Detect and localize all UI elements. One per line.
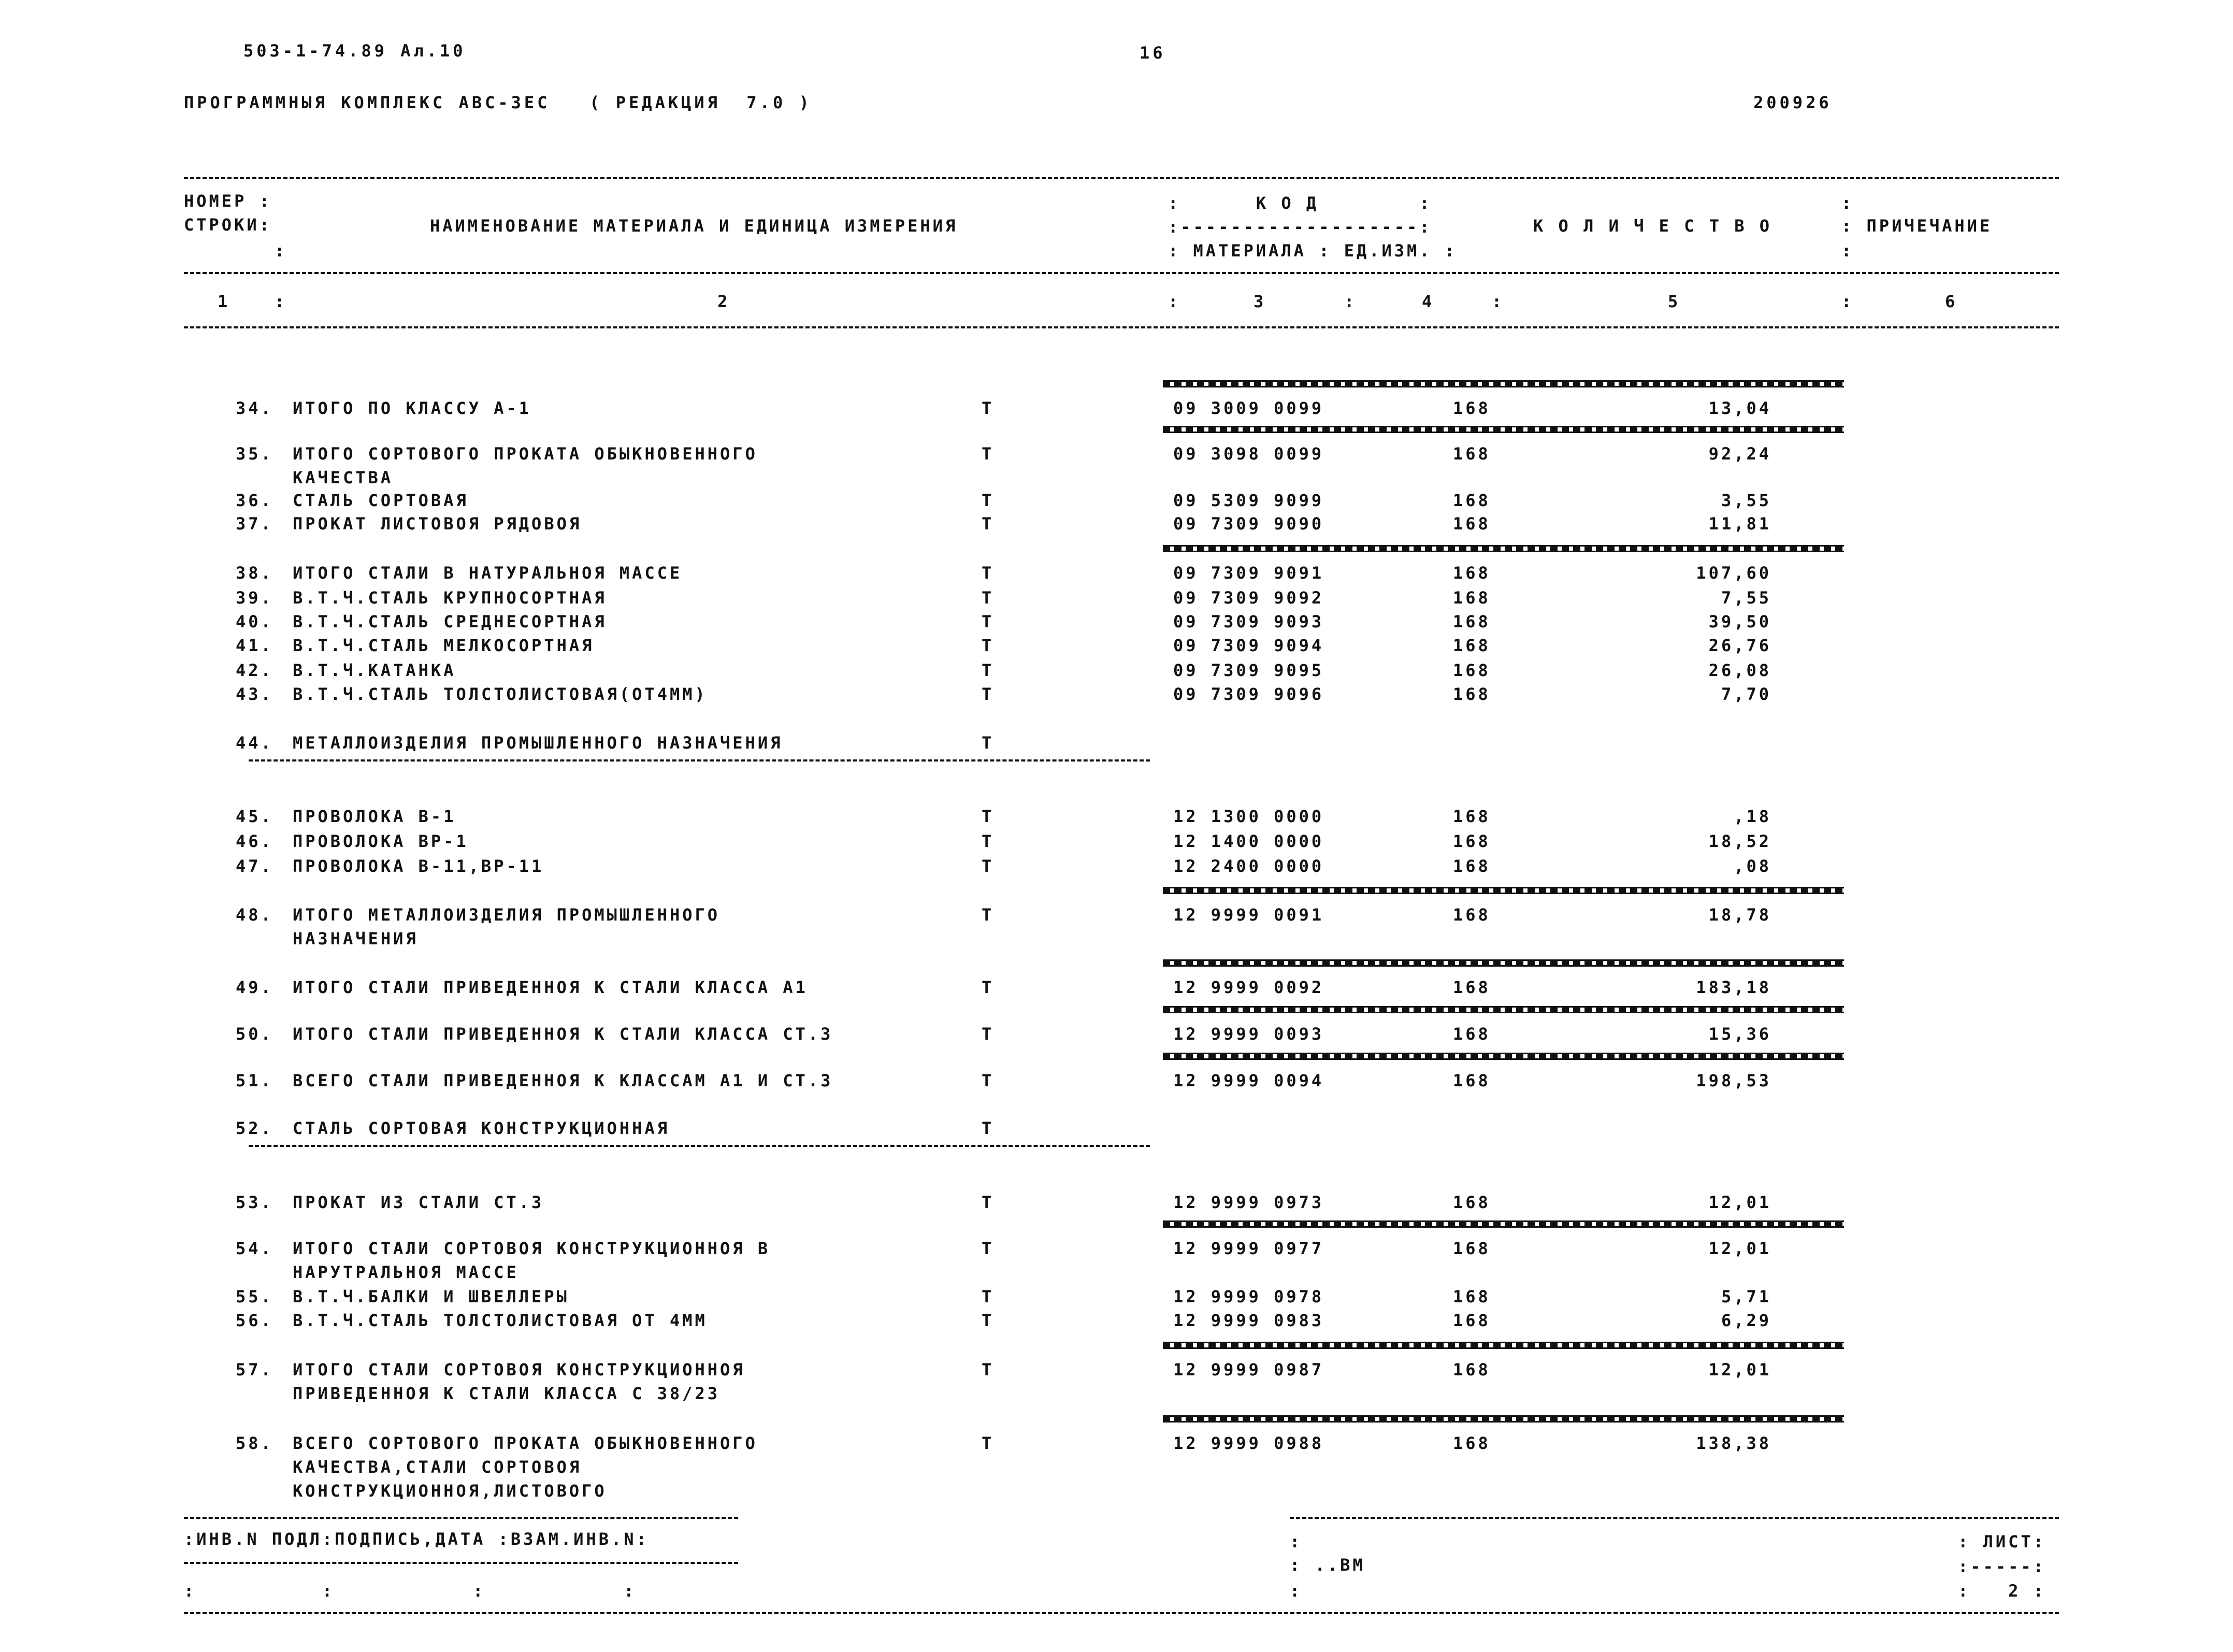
row-unit-code: 168 [1453, 831, 1491, 851]
row-material-code: 09 3098 0099 [1173, 444, 1324, 464]
page-number: 16 [1140, 43, 1166, 63]
row-name: ИТОГО МЕТАЛЛОИЗДЕЛИЯ ПРОМЫШЛЕННОГО [293, 905, 721, 925]
row-unit-code: 168 [1453, 612, 1491, 631]
column-number: 6 [1945, 292, 1958, 311]
footer-mid-a: : [1290, 1532, 1303, 1552]
row-material-code: 12 1300 0000 [1173, 807, 1324, 826]
row-material-code: 09 5309 9099 [1173, 491, 1324, 510]
total-separator [1163, 1006, 1844, 1013]
row-unit-code: 168 [1453, 444, 1491, 464]
row-unit: Т [982, 733, 995, 753]
row-quantity: 13,04 [1708, 398, 1771, 418]
column-number: 5 [1668, 292, 1681, 311]
row-unit-code: 168 [1453, 563, 1491, 583]
row-number: 57. [236, 1360, 273, 1380]
row-material-code: 12 9999 0987 [1173, 1360, 1324, 1380]
row-number: 42. [236, 660, 273, 680]
row-unit-code: 168 [1453, 1287, 1491, 1306]
row-name: ИТОГО СТАЛИ ПРИВЕДЕННОЯ К СТАЛИ КЛАССА А1 [293, 978, 808, 997]
col-kod: : К О Д : [1168, 193, 1432, 213]
row-unit: Т [982, 856, 995, 876]
row-quantity: 183,18 [1696, 978, 1771, 997]
row-quantity: 92,24 [1708, 444, 1771, 464]
row-unit: Т [982, 807, 995, 826]
column-number: : [1168, 292, 1181, 311]
row-unit-code: 168 [1453, 1024, 1491, 1044]
row-material-code: 09 3009 0099 [1173, 398, 1324, 418]
sheet-number: : 2 : [1958, 1581, 2046, 1601]
total-separator [1163, 426, 1844, 433]
row-number: 41. [236, 636, 273, 655]
row-name: ПРОВОЛОКА В-11,ВР-11 [293, 856, 544, 876]
col-note: : ПРИЧЕЧАНИЕ [1841, 216, 1993, 236]
row-unit-code: 168 [1453, 905, 1491, 925]
header-mid-rule [184, 272, 2059, 274]
row-quantity: 107,60 [1696, 563, 1771, 583]
row-number: 45. [236, 807, 273, 826]
section-underline [249, 1145, 1150, 1147]
row-number: 48. [236, 905, 273, 925]
row-name: ВСЕГО СОРТОВОГО ПРОКАТА ОБЫКНОВЕННОГО [293, 1433, 758, 1453]
row-name: В.Т.Ч.СТАЛЬ ТОЛСТОЛИСТОВАЯ(ОТ4ММ) [293, 684, 708, 704]
row-name: ПРОКАТ ЛИСТОВОЯ РЯДОВОЯ [293, 514, 582, 534]
row-unit: Т [982, 1118, 995, 1138]
row-unit-code: 168 [1453, 807, 1491, 826]
row-unit-code: 168 [1453, 514, 1491, 534]
section-underline [249, 759, 1150, 762]
row-number: 36. [236, 491, 273, 510]
row-number: 40. [236, 612, 273, 631]
row-name: КОНСТРУКЦИОННОЯ,ЛИСТОВОГО [293, 1481, 607, 1501]
row-unit: Т [982, 1287, 995, 1306]
row-number: 37. [236, 514, 273, 534]
row-material-code: 12 1400 0000 [1173, 831, 1324, 851]
row-unit-code: 168 [1453, 1239, 1491, 1258]
row-name: В.Т.Ч.СТАЛЬ МЕЛКОСОРТНАЯ [293, 636, 595, 655]
row-unit: Т [982, 444, 995, 464]
column-number: 1 [218, 292, 230, 311]
row-name: НАЗНАЧЕНИЯ [293, 929, 419, 949]
program-code: 200926 [1753, 93, 1832, 112]
row-unit: Т [982, 563, 995, 583]
row-material-code: 12 9999 0977 [1173, 1239, 1324, 1258]
row-number: 58. [236, 1433, 273, 1453]
row-material-code: 09 7309 9095 [1173, 660, 1324, 680]
row-number: 39. [236, 588, 273, 608]
row-number: 50. [236, 1024, 273, 1044]
program-title: ПРОГРАММНЫЯ КОМПЛЕКС АВС-ЗЕС ( РЕДАКЦИЯ 7.0 ) [184, 93, 812, 112]
column-number: 3 [1254, 292, 1266, 311]
row-unit-code: 168 [1453, 491, 1491, 510]
footer-left-rule-top [184, 1517, 738, 1519]
row-name: ПРОКАТ ИЗ СТАЛИ СТ.3 [293, 1193, 544, 1212]
row-unit: Т [982, 660, 995, 680]
row-unit-code: 168 [1453, 1311, 1491, 1330]
footer-mid-b: : ..ВМ [1290, 1555, 1365, 1575]
total-separator [1163, 887, 1844, 894]
footer-right-rule-top [1290, 1517, 2059, 1519]
row-quantity: ,18 [1734, 807, 1771, 826]
row-name: СТАЛЬ СОРТОВАЯ КОНСТРУКЦИОННАЯ [293, 1118, 670, 1138]
row-quantity: 39,50 [1708, 612, 1771, 631]
column-number: : [275, 292, 287, 311]
row-material-code: 12 9999 0983 [1173, 1311, 1324, 1330]
row-unit-code: 168 [1453, 1360, 1491, 1380]
row-name: ВСЕГО СТАЛИ ПРИВЕДЕННОЯ К КЛАССАМ А1 И СТ.3 [293, 1071, 833, 1090]
row-name: ПРОВОЛОКА ВР-1 [293, 831, 469, 851]
footer-bottom-rule [184, 1612, 2059, 1614]
row-material-code: 09 7309 9093 [1173, 612, 1324, 631]
row-name: ПРИВЕДЕННОЯ К СТАЛИ КЛАССА С 38/23 [293, 1384, 721, 1403]
row-name: МЕТАЛЛОИЗДЕЛИЯ ПРОМЫШЛЕННОГО НАЗНАЧЕНИЯ [293, 733, 783, 753]
row-quantity: 12,01 [1708, 1360, 1771, 1380]
row-unit: Т [982, 1024, 995, 1044]
row-unit: Т [982, 978, 995, 997]
col-kod-sep: :-------------------: [1168, 217, 1432, 237]
row-unit: Т [982, 612, 995, 631]
row-material-code: 12 9999 0988 [1173, 1433, 1324, 1453]
doc-id: 503-1-74.89 Ал.10 [243, 41, 466, 61]
row-name: В.Т.Ч.СТАЛЬ КРУПНОСОРТНАЯ [293, 588, 607, 608]
footer-left-rule-mid [184, 1562, 738, 1564]
row-quantity: 7,70 [1721, 684, 1771, 704]
row-number: 56. [236, 1311, 273, 1330]
column-number: : [1344, 292, 1357, 311]
row-quantity: 18,78 [1708, 905, 1771, 925]
row-unit: Т [982, 491, 995, 510]
row-number: 53. [236, 1193, 273, 1212]
row-unit-code: 168 [1453, 636, 1491, 655]
row-number: 43. [236, 684, 273, 704]
row-material-code: 09 7309 9092 [1173, 588, 1324, 608]
row-unit-code: 168 [1453, 1433, 1491, 1453]
row-number: 44. [236, 733, 273, 753]
row-material-code: 09 7309 9096 [1173, 684, 1324, 704]
row-material-code: 12 9999 0093 [1173, 1024, 1324, 1044]
column-number: : [1492, 292, 1505, 311]
row-name: ИТОГО СТАЛИ СОРТОВОЯ КОНСТРУКЦИОННОЯ [293, 1360, 745, 1380]
row-material-code: 12 9999 0973 [1173, 1193, 1324, 1212]
row-unit: Т [982, 514, 995, 534]
row-unit-code: 168 [1453, 684, 1491, 704]
row-unit-code: 168 [1453, 398, 1491, 418]
row-number: 38. [236, 563, 273, 583]
row-quantity: 15,36 [1708, 1024, 1771, 1044]
row-unit: Т [982, 684, 995, 704]
total-separator [1163, 545, 1844, 552]
row-quantity: 198,53 [1696, 1071, 1771, 1090]
row-number: 46. [236, 831, 273, 851]
row-unit-code: 168 [1453, 978, 1491, 997]
row-quantity: 26,76 [1708, 636, 1771, 655]
row-number: 55. [236, 1287, 273, 1306]
row-name: КАЧЕСТВА [293, 468, 394, 487]
row-unit: Т [982, 1360, 995, 1380]
footer-sign-cells: : : : : [184, 1581, 637, 1601]
column-number: : [1841, 292, 1854, 311]
row-number: 35. [236, 444, 273, 464]
total-separator [1163, 1053, 1844, 1060]
total-separator [1163, 380, 1844, 387]
row-name: ИТОГО ПО КЛАССУ А-1 [293, 398, 532, 418]
row-material-code: 09 7309 9091 [1173, 563, 1324, 583]
row-quantity: 3,55 [1721, 491, 1771, 510]
row-name: ИТОГО СТАЛИ В НАТУРАЛЬНОЯ МАССЕ [293, 563, 683, 583]
row-number: 34. [236, 398, 273, 418]
total-separator [1163, 959, 1844, 967]
row-name: НАРУТРАЛЬНОЯ МАССЕ [293, 1262, 519, 1282]
row-unit: Т [982, 1311, 995, 1330]
row-quantity: 138,38 [1696, 1433, 1771, 1453]
row-material-code: 12 9999 0092 [1173, 978, 1324, 997]
column-number: 4 [1422, 292, 1435, 311]
row-unit-code: 168 [1453, 660, 1491, 680]
row-unit: Т [982, 398, 995, 418]
row-name: ИТОГО СТАЛИ СОРТОВОЯ КОНСТРУКЦИОННОЯ В [293, 1239, 771, 1258]
row-name: ИТОГО СОРТОВОГО ПРОКАТА ОБЫКНОВЕННОГО [293, 444, 758, 464]
row-name: СТАЛЬ СОРТОВАЯ [293, 491, 469, 510]
total-separator [1163, 1220, 1844, 1228]
col-kod-sub: : МАТЕРИАЛА : ЕД.ИЗМ. : [1168, 241, 1458, 261]
row-unit-code: 168 [1453, 1071, 1491, 1090]
footer-sign-header: :ИНВ.N ПОДЛ:ПОДПИСЬ,ДАТА :ВЗАМ.ИНВ.N: [184, 1529, 649, 1549]
row-unit: Т [982, 1071, 995, 1090]
row-name: КАЧЕСТВА,СТАЛИ СОРТОВОЯ [293, 1457, 582, 1477]
row-name: ПРОВОЛОКА В-1 [293, 807, 456, 826]
row-unit-code: 168 [1453, 588, 1491, 608]
row-quantity: 12,01 [1708, 1239, 1771, 1258]
row-quantity: 26,08 [1708, 660, 1771, 680]
row-unit: Т [982, 831, 995, 851]
row-quantity: 6,29 [1721, 1311, 1771, 1330]
row-unit: Т [982, 1193, 995, 1212]
row-material-code: 09 7309 9090 [1173, 514, 1324, 534]
row-number: 54. [236, 1239, 273, 1258]
row-material-code: 12 9999 0091 [1173, 905, 1324, 925]
col-note-b: : [1841, 241, 1854, 261]
row-unit-code: 168 [1453, 856, 1491, 876]
row-unit: Т [982, 1239, 995, 1258]
row-name: ИТОГО СТАЛИ ПРИВЕДЕННОЯ К СТАЛИ КЛАССА СТ.3 [293, 1024, 833, 1044]
row-material-code: 12 2400 0000 [1173, 856, 1324, 876]
row-quantity: 12,01 [1708, 1193, 1771, 1212]
col-note-a: : [1841, 193, 1854, 213]
row-material-code: 12 9999 0094 [1173, 1071, 1324, 1090]
header-top-rule [184, 177, 2059, 179]
row-number: 51. [236, 1071, 273, 1090]
row-number: 49. [236, 978, 273, 997]
row-name: В.Т.Ч.КАТАНКА [293, 660, 456, 680]
row-material-code: 12 9999 0978 [1173, 1287, 1324, 1306]
row-number: 47. [236, 856, 273, 876]
row-number: 52. [236, 1118, 273, 1138]
row-unit: Т [982, 1433, 995, 1453]
row-name: В.Т.Ч.СТАЛЬ ТОЛСТОЛИСТОВАЯ ОТ 4ММ [293, 1311, 708, 1330]
row-unit: Т [982, 636, 995, 655]
col-name: НАИМЕНОВАНИЕ МАТЕРИАЛА И ЕДИНИЦА ИЗМЕРЕНИЯ [430, 216, 958, 236]
row-quantity: 18,52 [1708, 831, 1771, 851]
footer-mid-c: : [1290, 1581, 1303, 1601]
row-quantity: 7,55 [1721, 588, 1771, 608]
col-nomer: НОМЕР : [184, 191, 272, 211]
row-unit: Т [982, 905, 995, 925]
header-bottom-rule [184, 326, 2059, 328]
row-material-code: 09 7309 9094 [1173, 636, 1324, 655]
total-separator [1163, 1342, 1844, 1349]
row-unit: Т [982, 588, 995, 608]
sheet-separator: :-----: [1958, 1557, 2046, 1576]
row-quantity: 11,81 [1708, 514, 1771, 534]
total-separator [1163, 1415, 1844, 1423]
column-number: 2 [717, 292, 730, 311]
sheet-label: : ЛИСТ: [1958, 1532, 2046, 1552]
row-quantity: ,08 [1734, 856, 1771, 876]
row-name: В.Т.Ч.СТАЛЬ СРЕДНЕСОРТНАЯ [293, 612, 607, 631]
col-stroki-tail: : [275, 241, 287, 261]
col-stroki: СТРОКИ: [184, 215, 272, 235]
row-unit-code: 168 [1453, 1193, 1491, 1212]
row-quantity: 5,71 [1721, 1287, 1771, 1306]
row-name: В.Т.Ч.БАЛКИ И ШВЕЛЛЕРЫ [293, 1287, 569, 1306]
col-qty: К О Л И Ч Е С Т В О [1533, 216, 1773, 236]
